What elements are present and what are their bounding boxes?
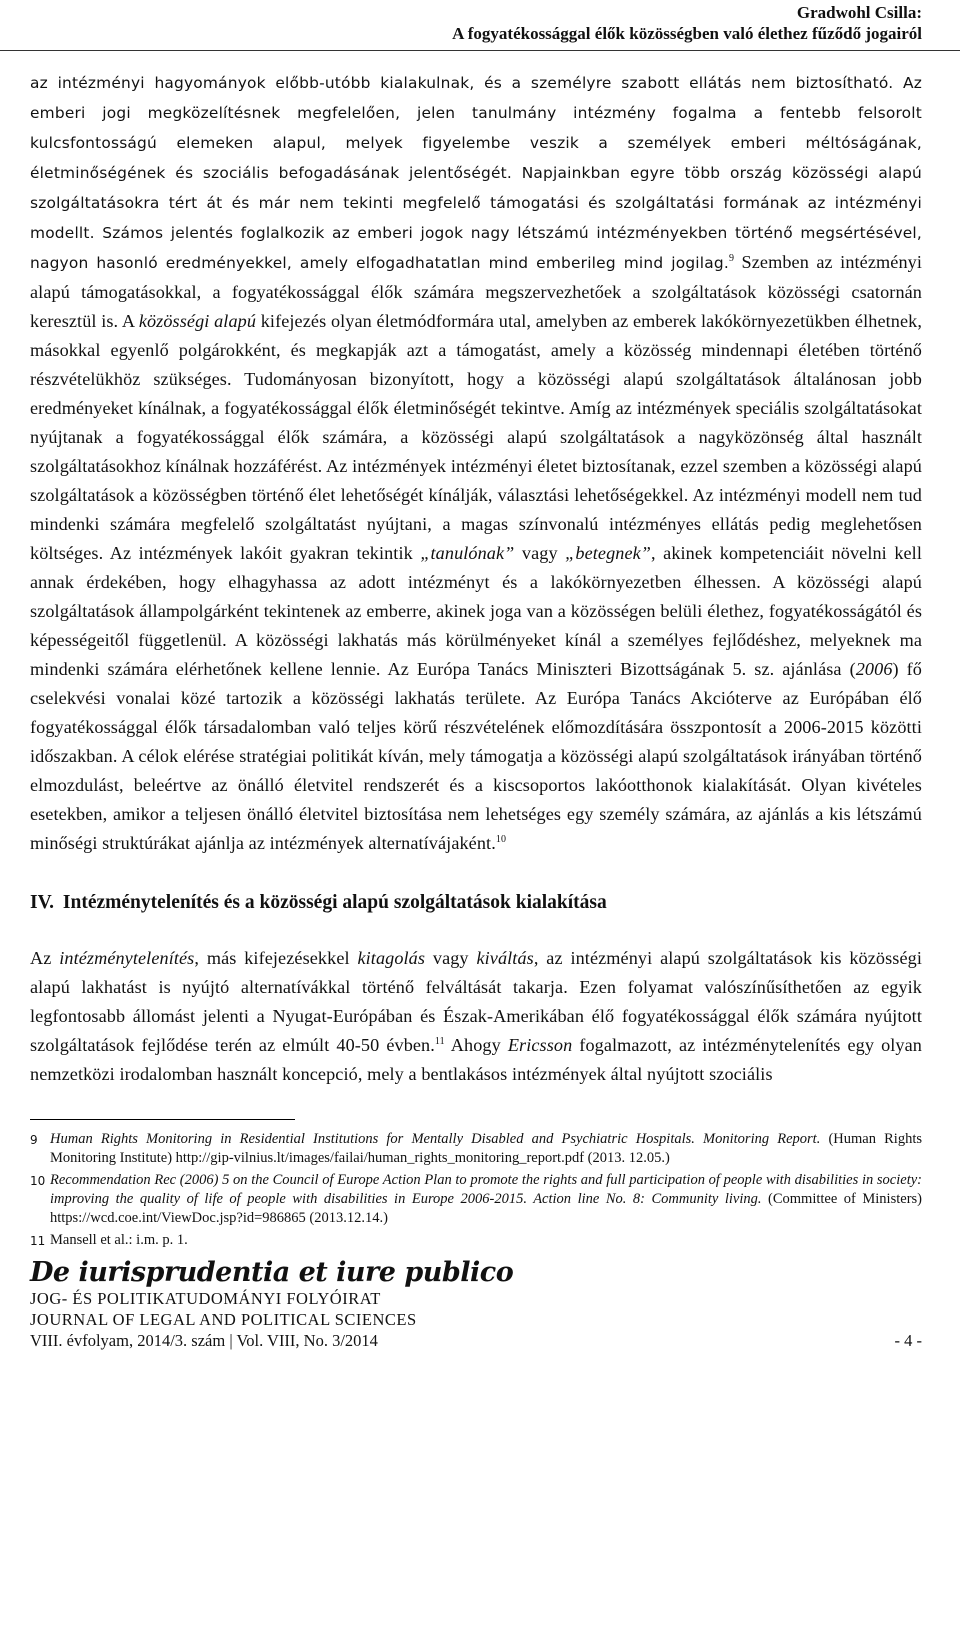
footnote-9 [30,1130,922,1168]
footnote-plain: Mansell et al.: i.m. p. 1. [50,1232,188,1248]
issue-info: VIII. évfolyam, 2014/3. szám | Vol. VIII, No. 3/2014 [30,1331,378,1350]
quote-beteg: „betegnek” [565,543,652,563]
footnote-number: 9 [30,1133,38,1147]
footnote-italic: Recommendation Rec (2006) 5 on the Council of Europe Action Plan to promote the rights and full participation of people with disabilities in society: improving the quality of life of people with disabilities in Europe 2006-2015. Action line No. 8: Community living. [50,1172,922,1207]
paragraph1-emphasis: közösségi alapú [138,311,257,331]
journal-subtitle-hu: JOG- ÉS POLITIKATUDOMÁNYI FOLYÓIRAT [30,1289,381,1308]
header-author: Gradwohl Csilla: [796,3,922,22]
paragraph2-em3: kiváltás [476,948,534,968]
page-content [30,68,922,1351]
paragraph1-year: 2006 [855,659,893,679]
paragraph2-part3: vagy [425,948,477,968]
section-number: IV. [30,892,55,913]
footer-row [30,1330,922,1351]
paragraph1-part2: Számos jelentés foglalkozik az emberi jogok nagy létszámú intézményekben történő megsértésével, nagyon hasonló eredményekkel, amely elfogadhatatlan mind emberileg mind jogilag. [30,224,922,272]
footnote-ref-10[interactable]: 10 [495,833,507,845]
footnote-number: 10 [30,1174,46,1188]
footnote-plain[interactable]: (Committee of Ministers) https://wcd.coe.int/ViewDoc.jsp?id=986865 (2013.12.14.) [50,1191,922,1226]
quote-tanulo: „tanulónak” [420,543,515,563]
journal-logo: De iurisprudentia et iure publico [30,1257,514,1288]
header-title: A fogyatékossággal élők közösségben való élethez fűződő jogairól [452,24,922,43]
journal-subtitle-en: JOURNAL OF LEGAL AND POLITICAL SCIENCES [30,1310,417,1329]
footnote-ref-9[interactable]: 9 [728,252,735,264]
paragraph2-part6: fogalmazott, az intézménytelenítés egy olyan nemzetközi irodalomban használt koncepció, mely a bentlakásos intézmények által nyújtott szociális [30,1035,922,1084]
footnote-11 [30,1231,922,1251]
footnote-italic: Human Rights Monitoring in Residential Institutions for Mentally Disabled and Psychiatric Hospitals. Monitoring Report. [50,1131,821,1147]
section-title: Intézménytelenítés és a közösségi alapú szolgáltatások kialakítása [62,892,607,913]
paragraph2-em1: intézménytelenítés [59,948,195,968]
paragraph2-em-author: Ericsson [507,1035,573,1055]
footnote-10 [30,1171,922,1228]
running-header [452,2,922,44]
footnote-number: 11 [30,1234,46,1248]
paragraph2-part4: , az intézményi alapú szolgáltatások kis közösségi alapú lakhatást is nyújtó alternatívákkal történő felváltását takarja. Ezen folyamat valószínűsíthetően az egyik legfontosabb állomást jelenti a Nyugat-Európában és Észak-Amerikában élő fogyatékossággal élők számára nyújtott szolgáltatások fejlődése terén az elmúlt 40-50 évben. [30,948,922,1055]
section-heading [30,892,922,914]
footnote-text [50,1231,922,1251]
body-paragraph-1 [30,68,922,858]
paragraph1-part5: vagy [514,543,566,563]
paragraph1-part7: ) fő cselekvési vonalai közé tartozik a közösségi lakhatás területe. Az Európa Tanács Akcióterve az Európában élő fogyatékossággal élők társadalomban való teljes körű részvételének előmozdítására összpontosít a 2006-2015 közötti időszakban. A célok elérése stratégiai politikát kíván, mely támogatja a közösségi alapú szolgáltatások irányában történő elmozdulást, beleértve az önálló életvitel rendszerét és a kiscsoportos lakóotthonok kialakítását. Olyan kivételes esetekben, amikor a teljesen önálló életvitel biztosítása nem lehetséges egy személy számára, az ajánlás a kis létszámú minőségi struktúrákat ajánlja az intézmények alternatívájaként. [30,659,922,853]
paragraph1-part3: Szemben az intézményi alapú támogatásokkal, a fogyatékossággal élők számára megszervezhetőek a szolgáltatások közösségi csatornán keresztül is. A [30,252,922,331]
paragraph1-part1: az intézményi hagyományok előbb-utóbb kialakulnak, és a személyre szabott ellátás nem biztosítható. Az emberi jogi megközelítésnek megfelelően, jelen tanulmány intézmény fogalma a fentebb felsorolt kulcsfontosságú elemeken alapul, melyek figyelembe veszik a személyek emberi méltóságának, életminőségének és szociális befogadásának jelentőségét. Napjainkban egyre több ország közösségi alapú szolgáltatásokra tért át és már nem tekinti megfelelő támogatási és szolgáltatási formának az intézményi modellt. [30,74,922,242]
paragraph2-em2: kitagolás [357,948,426,968]
footnote-plain[interactable]: (Human Rights Monitoring Institute) http://gip-vilnius.lt/images/failai/human_rights_monitoring_report.pdf (2013. 12.05.) [50,1131,923,1166]
footnote-text [50,1171,922,1228]
paragraph1-part4: kifejezés olyan életmódformára utal, amelyben az emberek lakókörnyezetükben élhetnek, másokkal egyenlő polgárokként, és megkapják azt a támogatást, amely a közösség mindennapi életében történő részvételükhöz szükséges. Tudományosan bizonyított, hogy a közösségi alapú szolgáltatások általánosan jobb eredményeket kínálnak, a fogyatékossággal élők életminőségét tekintve. Amíg az intézmények speciális szolgáltatásokat nyújtanak a fogyatékossággal élők számára, a közösségi alapú szolgáltatások a nagyközönség által használt szolgáltatásokhoz kínálnak hozzáférést. Az intézmények intézményi életet biztosítanak, ezzel szemben a közösségi alapú szolgáltatások a közösségben történő élet lehetőségét kínálják, választási lehetőségekkel. Az intézményi modell nem tud mindenki számára megfelelő szolgáltatást nyújtani, a magas színvonalú intézményes ellátás pedig meglehetősen költséges. Az intézmények lakóit gyakran tekintik [30,311,922,563]
header-rule [0,50,960,51]
body-paragraph-2 [30,944,922,1089]
page-number: - 4 - [894,1331,922,1350]
paragraph2-part5: Ahogy [444,1035,508,1055]
footnote-separator [30,1119,295,1120]
paragraph2-part2: , más kifejezésekkel [194,948,358,968]
footnote-ref-11[interactable]: 11 [434,1035,445,1047]
paragraph2-part1: Az [30,948,60,968]
paragraph1-part6: , akinek kompetenciáit növelni kell annak érdekében, hogy elhagyhassa az adott intézményt és a lakókörnyezetben élhessen. A közösségi alapú szolgáltatások állampolgárként tekintenek az emberre, akinek joga van a közösségen belüli élethez, fogyatékosságától és képességeitől függetlenül. A közösségi lakhatás más körülményeket kínál a személyes fejlődéshez, melyeknek ma mindenki számára elérhetőnek kellene lennie. Az Európa Tanács Miniszteri Bizottságának 5. sz. ajánlása ( [30,543,922,679]
footnote-text [50,1130,922,1168]
